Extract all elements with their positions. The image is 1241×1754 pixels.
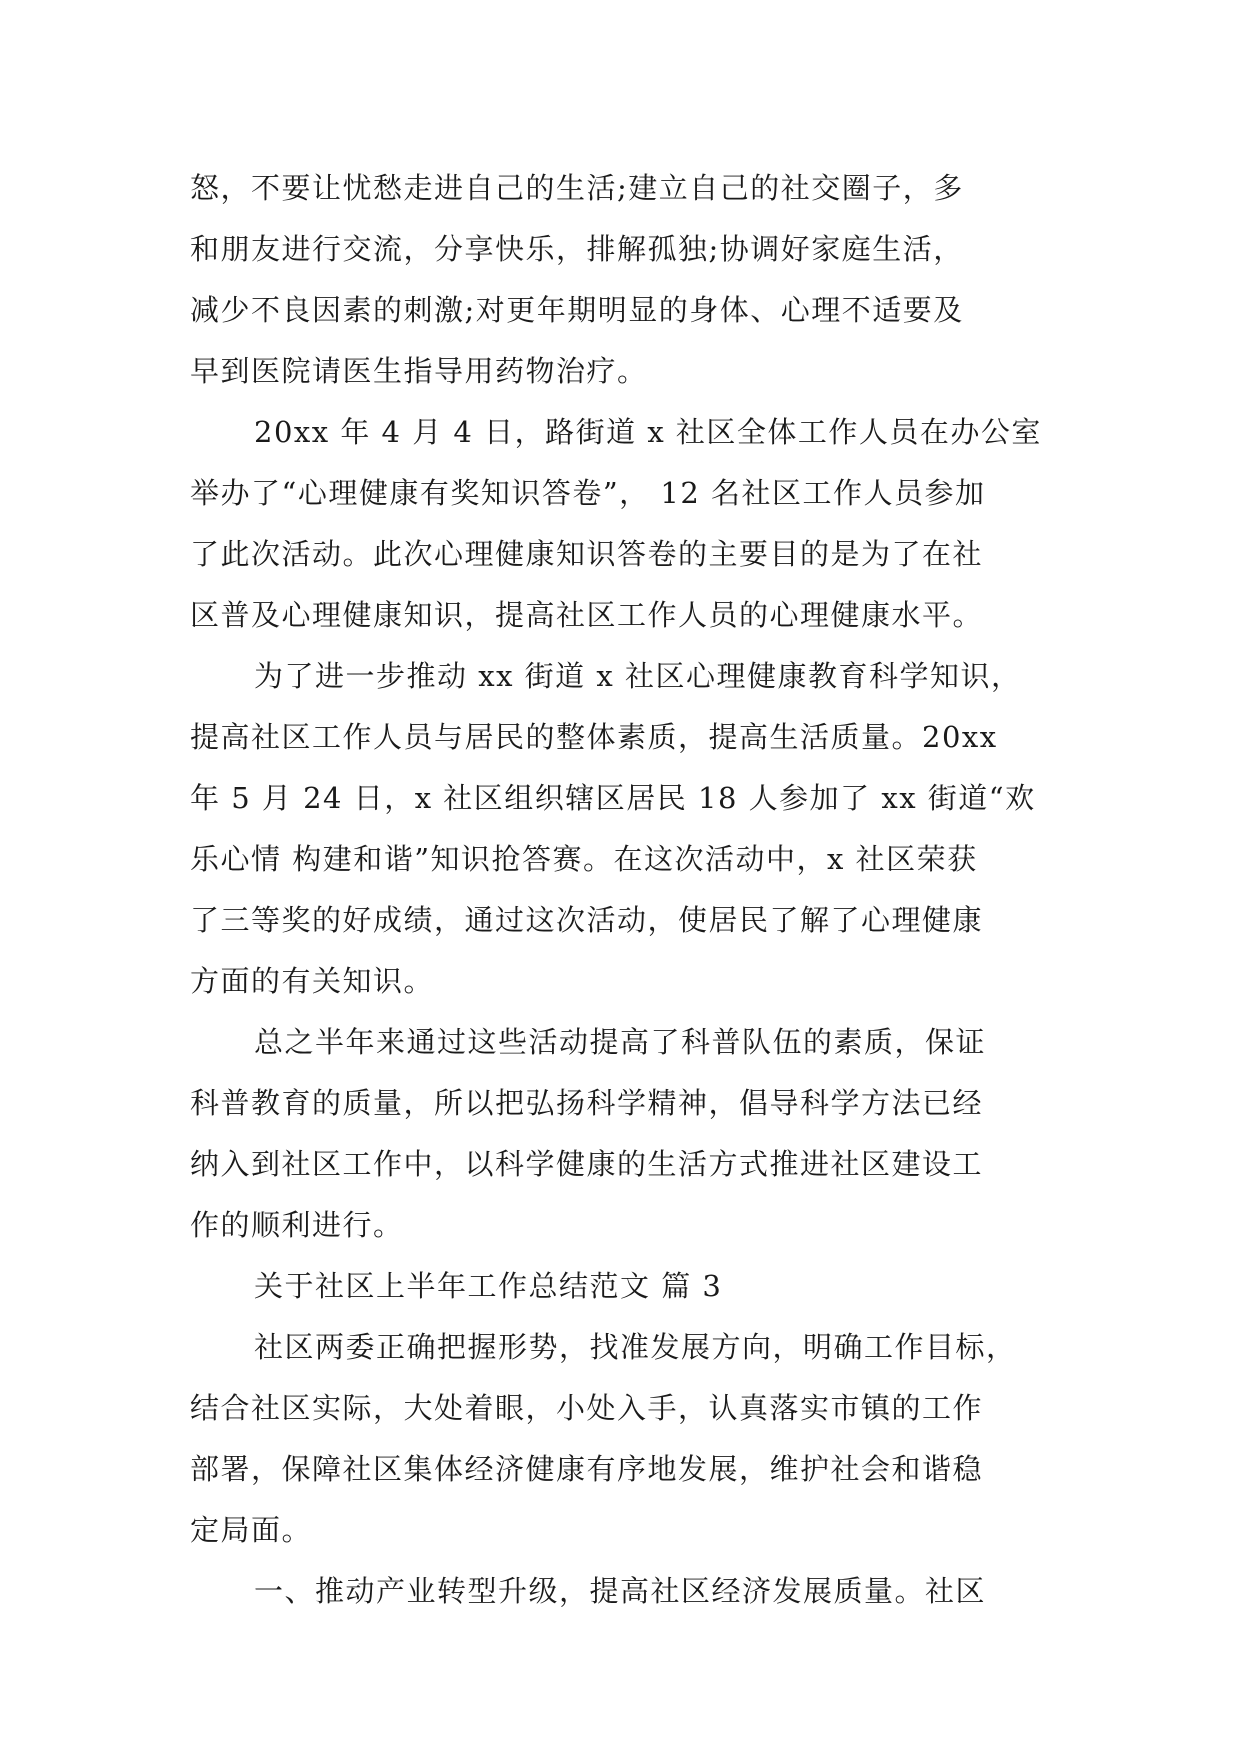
paragraph-first-line: 社区两委正确把握形势，找准发展方向，明确工作目标，: [254, 1330, 1017, 1364]
text-line: 年 5 月 24 日，x 社区组织辖区居民 18 人参加了 xx 街道“欢: [190, 781, 1036, 815]
text-line: 乐心情 构建和谐”知识抢答赛。在这次活动中，x 社区荣获: [190, 842, 978, 876]
text-line: 了此次活动。此次心理健康知识答卷的主要目的是为了在社: [190, 537, 984, 571]
paragraph-first-line: 20xx 年 4 月 4 日，路街道 x 社区全体工作人员在办公室: [254, 415, 1042, 449]
section-heading: 关于社区上半年工作总结范文 篇 3: [254, 1269, 723, 1303]
text-line: 举办了“心理健康有奖知识答卷”， 12 名社区工作人员参加: [190, 476, 986, 510]
text-line: 早到医院请医生指导用药物治疗。: [190, 354, 648, 388]
text-line: 和朋友进行交流，分享快乐，排解孤独;协调好家庭生活，: [190, 232, 964, 266]
text-line: 了三等奖的好成绩，通过这次活动，使居民了解了心理健康: [190, 903, 984, 937]
paragraph-first-line: 为了进一步推动 xx 街道 x 社区心理健康教育科学知识，: [254, 659, 1022, 693]
text-line: 纳入到社区工作中，以科学健康的生活方式推进社区建设工: [190, 1147, 984, 1181]
text-line: 减少不良因素的刺激;对更年期明显的身体、心理不适要及: [190, 293, 964, 327]
text-line: 怒，不要让忧愁走进自己的生活;建立自己的社交圈子，多: [190, 171, 964, 205]
paragraph-first-line: 一、推动产业转型升级，提高社区经济发展质量。社区: [254, 1574, 987, 1608]
document-body: [190, 158, 1052, 1622]
text-line: 提高社区工作人员与居民的整体素质，提高生活质量。20xx: [190, 720, 998, 754]
text-line: 定局面。: [190, 1513, 313, 1547]
text-line: 作的顺利进行。: [190, 1208, 404, 1242]
text-line: 部署，保障社区集体经济健康有序地发展，维护社会和谐稳: [190, 1452, 984, 1486]
text-line: 方面的有关知识。: [190, 964, 435, 998]
text-line: 结合社区实际，大处着眼，小处入手，认真落实市镇的工作: [190, 1391, 984, 1425]
paragraph-first-line: 总之半年来通过这些活动提高了科普队伍的素质，保证: [254, 1025, 987, 1059]
text-line: 区普及心理健康知识，提高社区工作人员的心理健康水平。: [190, 598, 984, 632]
text-line: 科普教育的质量，所以把弘扬科学精神，倡导科学方法已经: [190, 1086, 984, 1120]
